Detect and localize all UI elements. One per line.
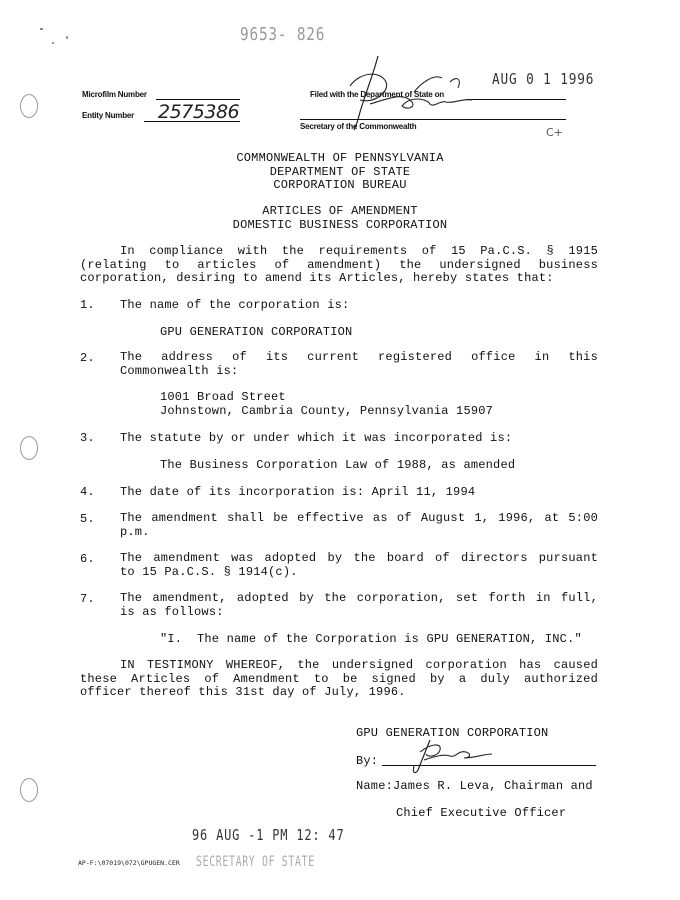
scan-speck bbox=[66, 36, 68, 39]
entity-number-value: 2575386 bbox=[158, 101, 240, 123]
item-text: The amendment was adopted by the board of directors pursuant bbox=[120, 551, 598, 565]
binder-hole-middle bbox=[20, 436, 38, 460]
signing-corporation: GPU GENERATION CORPORATION bbox=[356, 726, 549, 740]
amendment-text: "I. The name of the Corporation is GPU GENERATION, INC." bbox=[160, 632, 582, 646]
item-number: 7. bbox=[80, 592, 95, 606]
scan-speck bbox=[52, 42, 54, 44]
by-label: By: bbox=[356, 754, 379, 768]
intro-line-2: (relating to articles of amendment) the undersigned business bbox=[80, 257, 598, 272]
secretary-of-state-stamp: SECRETARY OF STATE bbox=[196, 854, 315, 870]
intro-line-3: corporation, desiring to amend its Articles, hereby states that: bbox=[80, 271, 554, 285]
agency-heading bbox=[180, 152, 500, 193]
item-text-block bbox=[120, 592, 598, 619]
filed-with-label: Filed with the Department of State on bbox=[310, 90, 444, 99]
item-number: 2. bbox=[80, 351, 95, 365]
filed-date-stamp: AUG 0 1 1996 bbox=[492, 70, 595, 88]
title-line-1: ARTICLES OF AMENDMENT bbox=[262, 204, 418, 218]
item-text-block bbox=[120, 552, 598, 579]
item-number: 4. bbox=[80, 485, 95, 499]
item-text: The amendment shall be effective as of August 1, 1996, at 5:00 bbox=[120, 511, 598, 525]
officer-title: Chief Executive Officer bbox=[396, 806, 567, 820]
binder-hole-top bbox=[20, 94, 38, 118]
registered-office-address bbox=[160, 391, 493, 418]
testimony-line-3: officer thereof this 31st day of July, 1996. bbox=[80, 685, 406, 699]
agency-line-3: CORPORATION BUREAU bbox=[273, 178, 407, 192]
secretary-label: Secretary of the Commonwealth bbox=[300, 122, 417, 131]
intro-line-1: In compliance with the requirements of 15 Pa.C.S. § 1915 bbox=[120, 244, 598, 258]
testimony-line-2: these Articles of Amendment to be signed by a duly authorized bbox=[80, 671, 598, 686]
item-text: The name of the corporation is: bbox=[120, 298, 350, 312]
item-text-block bbox=[120, 351, 598, 378]
item-text-block bbox=[120, 512, 598, 539]
item-text: The statute by or under which it was incorporated is: bbox=[120, 431, 513, 445]
file-path: AP-F:\07019\072\GPUGEN.CER bbox=[78, 859, 180, 867]
document-title bbox=[180, 205, 500, 232]
testimony-line-1: IN TESTIMONY WHEREOF, the undersigned corporation has caused bbox=[120, 658, 598, 672]
top-file-number: 9653- 826 bbox=[240, 24, 326, 45]
address-line-2: Johnstown, Cambria County, Pennsylvania 15907 bbox=[160, 403, 494, 418]
item-text-continued: is as follows: bbox=[120, 604, 224, 619]
item-text-continued: Commonwealth is: bbox=[120, 363, 239, 378]
officer-signature bbox=[400, 736, 520, 776]
statute-value: The Business Corporation Law of 1988, as amended bbox=[160, 458, 516, 472]
item-text-continued: to 15 Pa.C.S. § 1914(c). bbox=[120, 564, 298, 579]
intro-paragraph bbox=[80, 245, 598, 286]
microfilm-line bbox=[156, 99, 240, 100]
entity-label: Entity Number bbox=[82, 111, 135, 120]
item-number: 5. bbox=[80, 512, 95, 526]
item-number: 3. bbox=[80, 431, 95, 445]
binder-hole-bottom bbox=[20, 778, 38, 802]
corporation-name-value: GPU GENERATION CORPORATION bbox=[160, 325, 353, 339]
officer-name: Name:James R. Leva, Chairman and bbox=[356, 779, 593, 793]
item-text: The date of its incorporation is: April 11, 1994 bbox=[120, 485, 476, 499]
testimony-paragraph bbox=[80, 659, 598, 700]
address-line-1: 1001 Broad Street bbox=[160, 390, 286, 404]
item-number: 6. bbox=[80, 552, 95, 566]
scan-speck bbox=[40, 28, 43, 30]
item-text: The amendment, adopted by the corporation, set forth in full, bbox=[120, 591, 598, 605]
microfilm-label: Microfilm Number bbox=[82, 90, 147, 99]
item-text: The address of its current registered office in this bbox=[120, 350, 598, 364]
title-line-2: DOMESTIC BUSINESS CORPORATION bbox=[232, 217, 448, 232]
secretary-signature bbox=[330, 52, 500, 132]
received-time-stamp: 96 AUG -1 PM 12: 47 bbox=[192, 826, 345, 844]
agency-line-2: DEPARTMENT OF STATE bbox=[269, 164, 411, 179]
item-number: 1. bbox=[80, 298, 95, 312]
item-text-continued: p.m. bbox=[120, 524, 150, 539]
initials-mark: C+ bbox=[546, 126, 563, 139]
agency-line-1: COMMONWEALTH OF PENNSYLVANIA bbox=[236, 151, 444, 165]
